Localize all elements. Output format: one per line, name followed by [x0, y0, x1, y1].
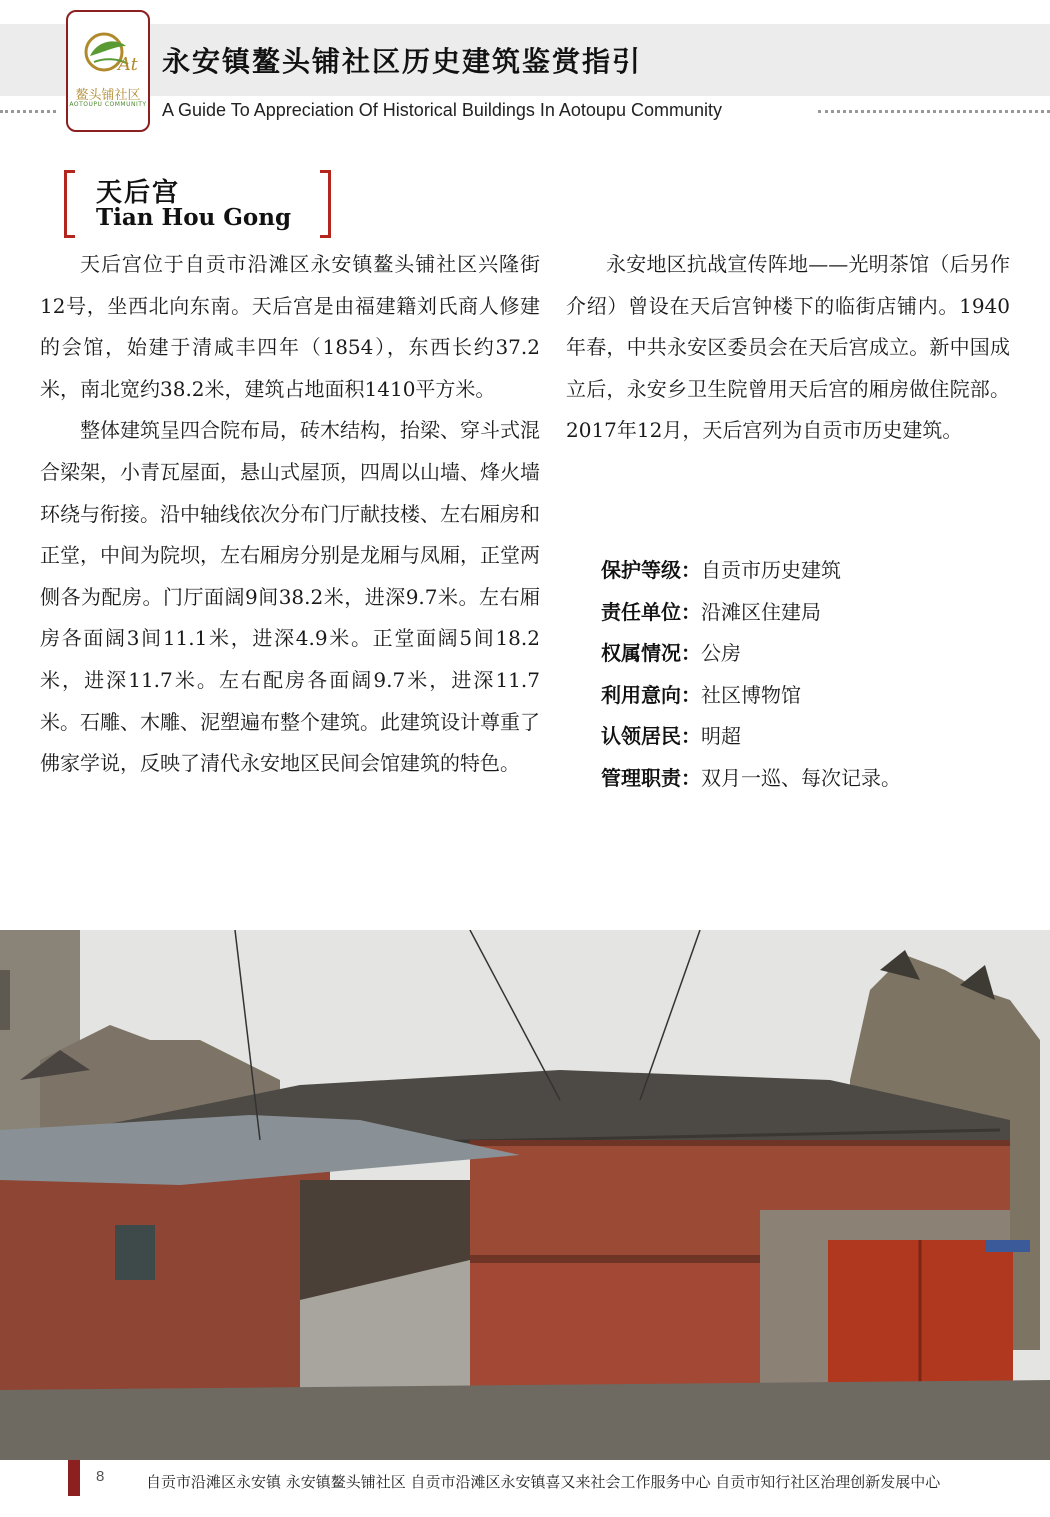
logo-text: 鳌头铺社区 — [75, 88, 141, 103]
info-row-protection-level — [601, 550, 1021, 592]
paragraph: 整体建筑呈四合院布局，砖木结构，抬梁、穿斗式混合梁架，小青瓦屋面，悬山式屋顶，四周以山墙、烽火墙环绕与衔接。沿中轴线依次分布门厅献技楼、左右厢房和正堂，中间为院坝，左右厢房分别是龙厢与凤厢，正堂两侧各为配房。门厅面阔9间38.2米，进深9.7米。左右厢房各面阔3间11.1米，进深4.9米。正堂面阔5间18.2米，进深11.7米。左右配房各面阔9.7米，进深11.7米。石雕、木雕、泥塑遍布整个建筑。此建筑设计尊重了佛家学说，反映了清代永安地区民间会馆建筑的特色。 — [40, 418, 540, 776]
paragraph: 永安地区抗战宣传阵地——光明茶馆（后另作介绍）曾设在天后宫钟楼下的临街店铺内。1940年春，中共永安区委员会在天后宫成立。新中国成立后，永安乡卫生院曾用天后宫的厢房做住院部。2017年12月，天后宫列为自贡市历史建筑。 — [566, 252, 1010, 443]
info-value: 自贡市历史建筑 — [701, 558, 841, 582]
leaf-emblem-icon — [68, 12, 148, 84]
section-title: 天后宫 — [96, 178, 181, 208]
info-value: 沿滩区住建局 — [701, 599, 821, 624]
building-photo — [0, 930, 1050, 1460]
left-column — [40, 244, 540, 785]
info-value: 社区博物馆 — [701, 682, 801, 707]
info-row-adopting-resident — [601, 716, 1021, 758]
info-label: 保护等级： — [601, 558, 701, 582]
header-dotted-rule-left — [0, 110, 56, 113]
info-label: 利用意向： — [601, 682, 701, 707]
footer-credits: 自贡市沿滩区永安镇 永安镇鳌头铺社区 自贡市沿滩区永安镇喜又来社会工作服务中心 自贡市知行社区治理创新发展中心 — [146, 1473, 941, 1491]
page-subtitle: A Guide To Appreciation Of Historical Buildings In Aotoupu Community — [162, 100, 722, 120]
info-value: 公房 — [701, 641, 741, 666]
right-column — [566, 244, 1010, 452]
page-number: 8 — [96, 1468, 105, 1485]
info-value: 双月一巡、每次记录。 — [701, 765, 901, 790]
header-dotted-rule-right — [818, 110, 1050, 113]
info-label: 权属情况： — [601, 641, 701, 666]
info-value: 明超 — [701, 724, 741, 749]
section-title-en: Tian Hou Gong — [96, 204, 292, 231]
community-logo — [66, 10, 150, 132]
footer-accent-bar — [68, 1460, 80, 1496]
info-row-management-duty — [601, 758, 1021, 800]
logo-subtext: AOTOUPU COMMUNITY — [69, 101, 147, 108]
info-row-usage-intent — [601, 675, 1021, 717]
svg-text:At: At — [118, 54, 138, 75]
section-bracket-left — [64, 170, 75, 238]
info-row-responsible-unit — [601, 592, 1021, 634]
section-bracket-right — [320, 170, 331, 238]
info-label: 管理职责： — [601, 765, 701, 790]
info-list — [601, 550, 1021, 800]
paragraph: 天后宫位于自贡市沿滩区永安镇鳌头铺社区兴隆街12号，坐西北向东南。天后宫是由福建籍刘氏商人修建的会馆，始建于清咸丰四年（1854），东西长约37.2米，南北宽约38.2米，建筑占地面积1410平方米。 — [40, 252, 540, 401]
info-row-ownership — [601, 633, 1021, 675]
info-label: 认领居民： — [601, 724, 701, 749]
info-label: 责任单位： — [601, 599, 701, 624]
page-title: 永安镇鳌头铺社区历史建筑鉴赏指引 — [162, 45, 643, 78]
